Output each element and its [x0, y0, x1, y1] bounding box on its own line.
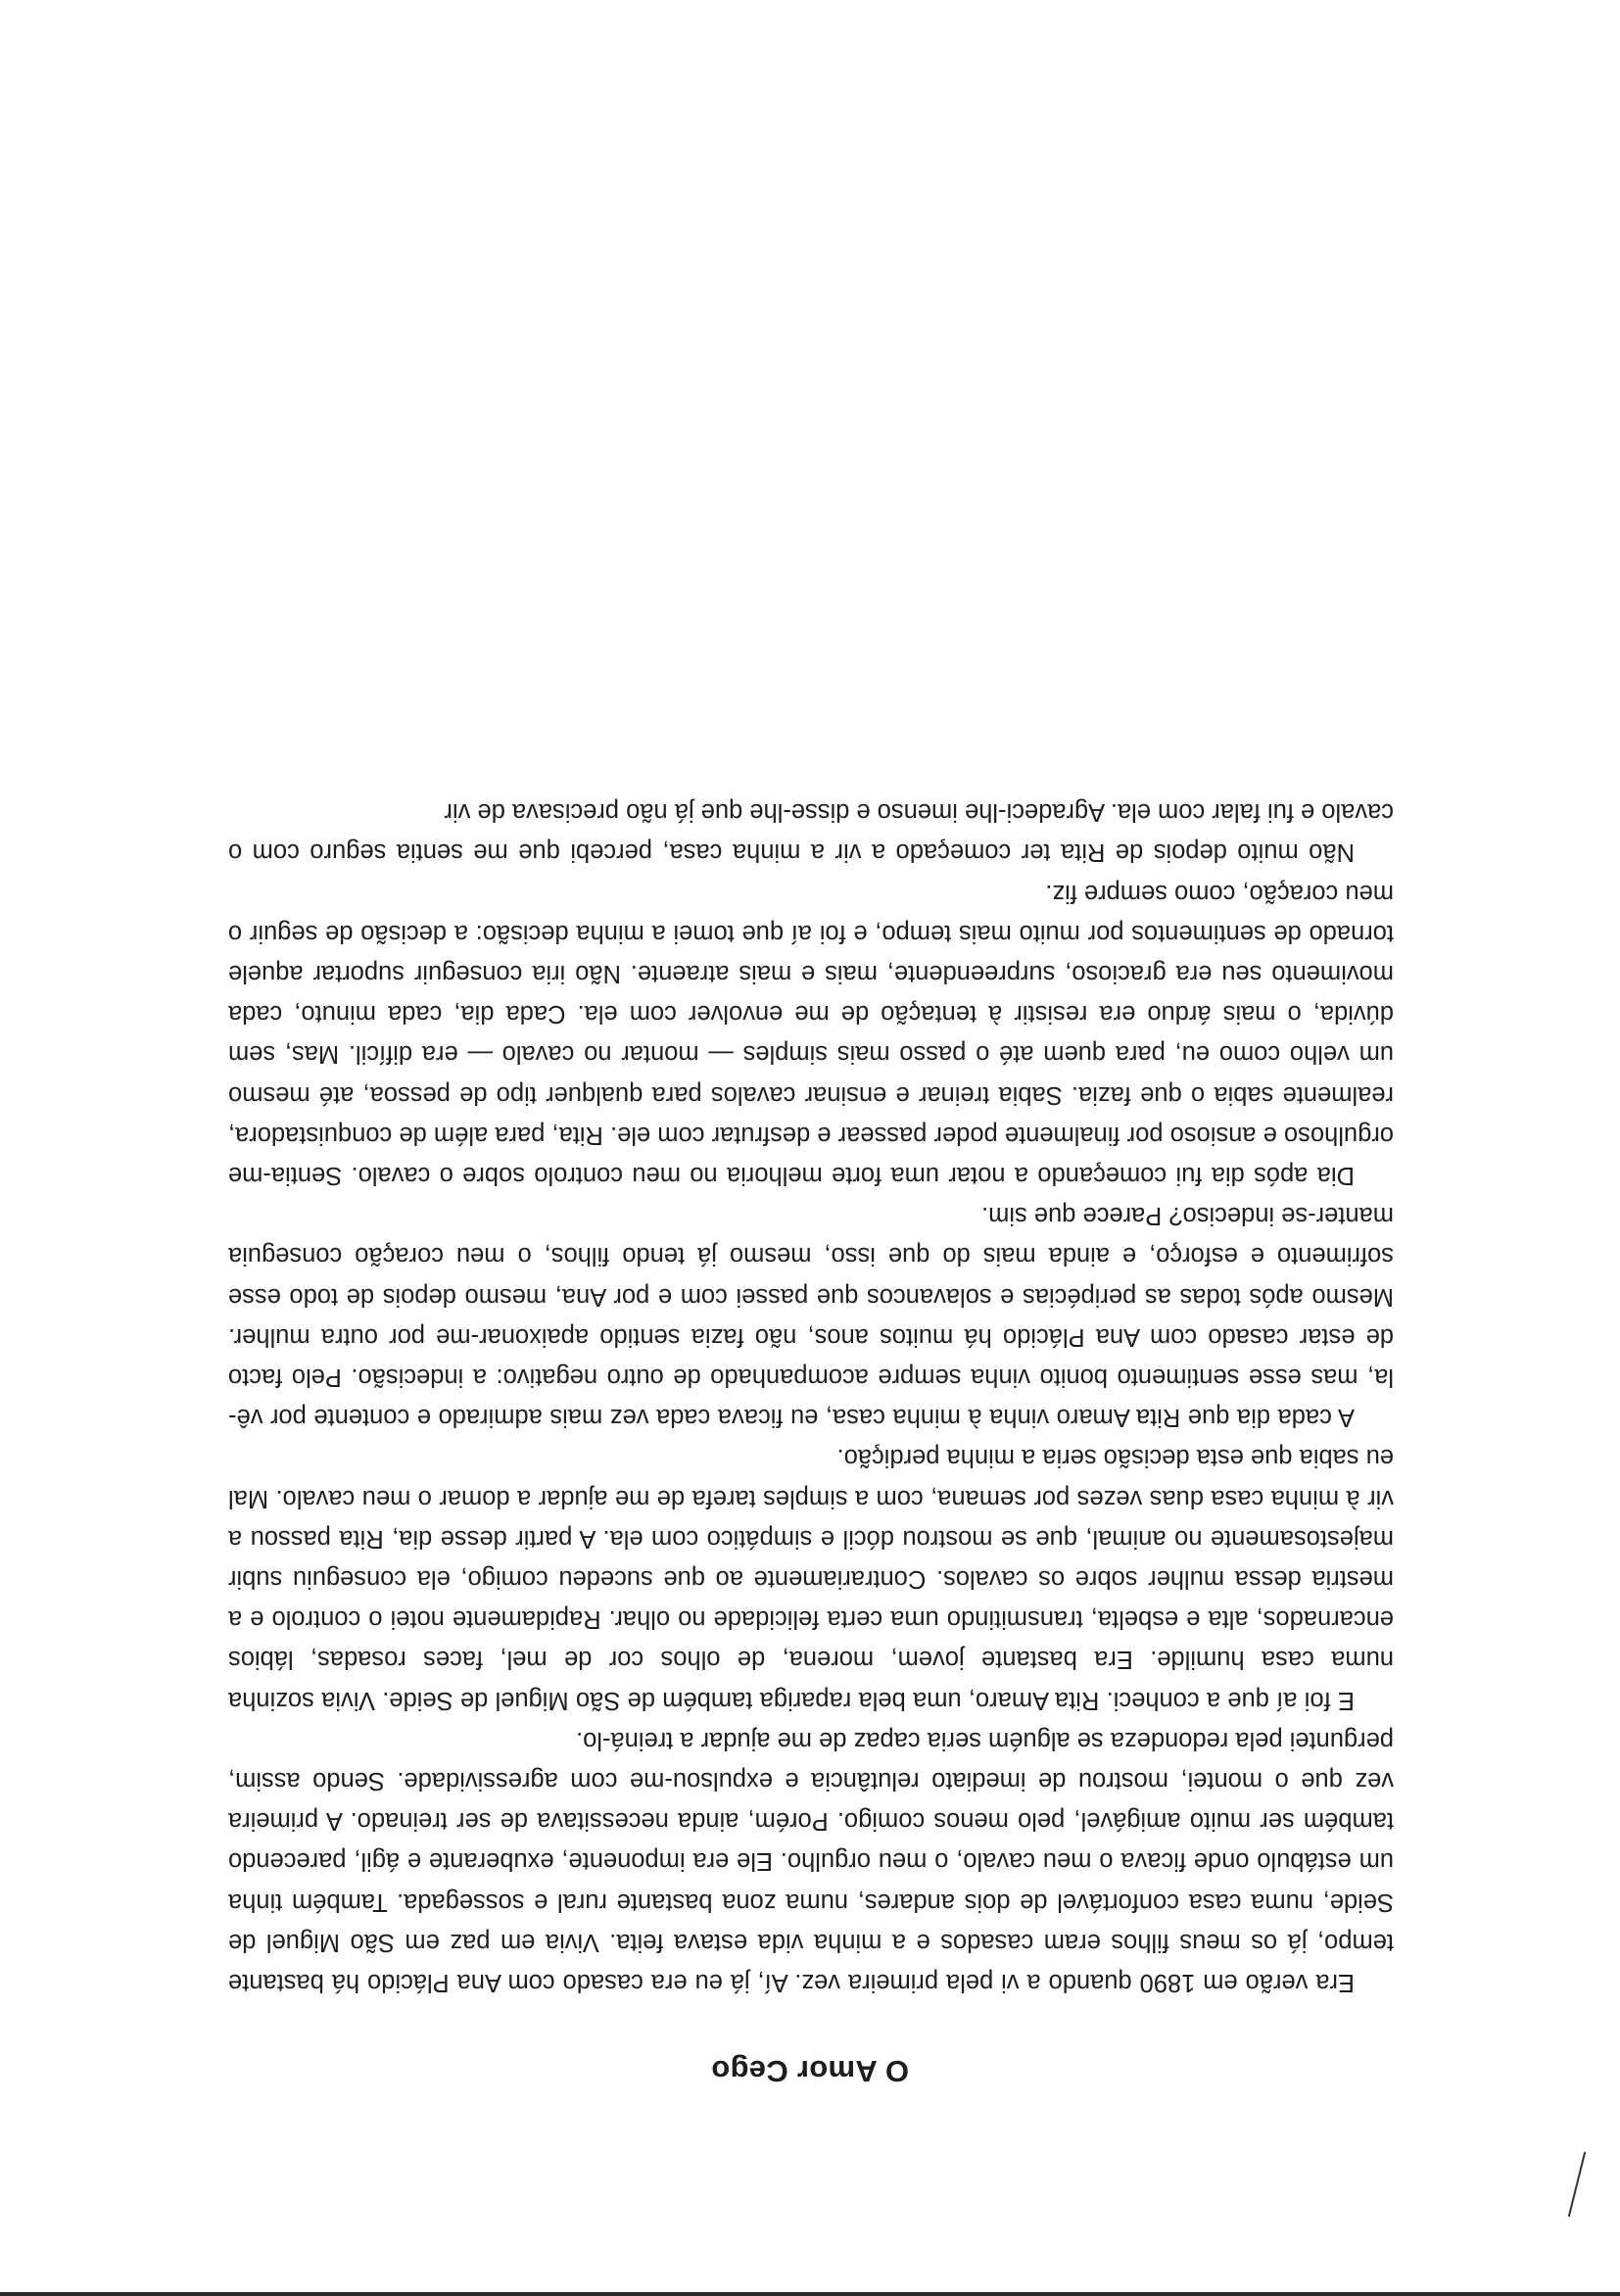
paragraph: Dia após dia fui começando a notar uma forte melhoria no meu controlo sobre o cavalo. Sentia-me orgulhoso e ansioso por finalmente poder passear e desfrutar com ele. Rita, para além de conquistadora, realmente sabia o que fazia. Sabia treinar e ensinar cavalos para qualquer tipo de pessoa, até mesmo um velho como eu, para quem até o passo mais simples — montar no cavalo — era difícil. Mas, sem dúvida, o mais árduo era resistir à tentação de me envolver com ela. Cada dia, cada minuto, cada movimento seu era gracioso, surpreendente, mais e mais atraente. Não iria conseguir suportar aquele tornado de sentimentos por muito mais tempo, e foi aí que tomei a minha decisão: a decisão de seguir o meu coração, como sempre fiz. [228, 879, 1394, 1189]
paragraph: A cada dia que Rita Amaro vinha à minha casa, eu ficava cada vez mais admirado e contente por vê-la, mas esse sentimento bonito vinha sempre acompanhado de outro negativo: a indecisão. Pelo facto de estar casado com Ana Plácido há muitos anos, não fazia sentido apaixonar-me por outra mulher. Mesmo após todas as peripécias e solavancos que passei com e por Ana, mesmo depois de todo esse sofrimento e esforço, e ainda mais do que isso, mesmo já tendo filhos, o meu coração conseguia manter-se indeciso? Parece que sim. [228, 1202, 1394, 1432]
paragraph: E foi aí que a conheci. Rita Amaro, uma bela rapariga também de São Miguel de Seide. Vivia sozinha numa casa humilde. Era bastante jovem, morena, de olhos cor de mel, faces rosadas, lábios encarnados, alta e esbelta, transmitindo uma certa felicidade no olhar. Rapidamente notei o controlo e a mestria dessa mulher sobre os cavalos. Contrariamente ao que sucedeu comigo, ela conseguiu subir majestosamente no animal, que se mostrou dócil e simpático com ela. A partir desse dia, Rita passou a vir à minha casa duas vezes por semana, com a simples tarefa de me ajudar a domar o meu cavalo. Mal eu sabia que esta decisão seria a minha perdição. [228, 1444, 1394, 1714]
paragraph: Não muito depois de Rita ter começado a vir a minha casa, percebi que me sentia seguro com o cavalo e fui falar com ela. Agradeci-lhe imenso e disse-lhe que já não precisava de vir [228, 798, 1394, 867]
scan-edge-border [0, 2292, 1620, 2296]
pen-mark [1568, 2152, 1586, 2217]
paragraph: Era verão em 1890 quando a vi pela primeira vez. Aí, já eu era casado com Ana Plácido há bastante tempo, já os meus filhos eram casados e a minha vida estava feita. Vivia em paz em São Miguel de Seide, numa casa confortável de dois andares, numa zona bastante rural e sossegada. Também tinha um estábulo onde ficava o meu cavalo, o meu orgulho. Ele era imponente, exuberante e ágil, parecendo também ser muito amigável, pelo menos comigo. Porém, ainda necessitava de ser treinado. A primeira vez que o montei, mostrou de imediato relutância e expulsou-me com agressividade. Sendo assim, perguntei pela redondeza se alguém seria capaz de me ajudar a treiná-lo. [228, 1726, 1394, 1996]
document-body [228, 791, 1394, 2002]
document-title: O Amor Cego [711, 2054, 909, 2088]
